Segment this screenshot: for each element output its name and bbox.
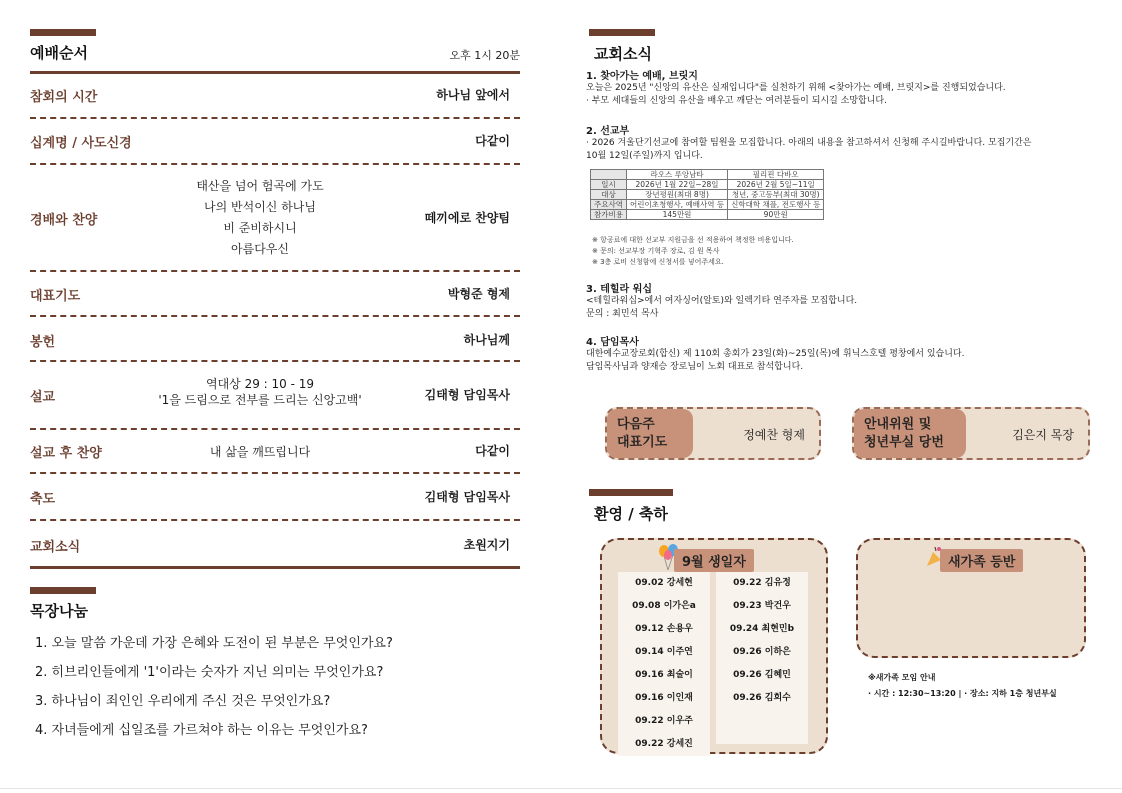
table-cell: 어린이초청행사, 예배사역 등	[626, 200, 727, 210]
next-prayer-card	[605, 407, 821, 460]
order-label: 설교 후 찬양	[30, 446, 102, 461]
scripture: 역대상 29 : 10 - 19	[205, 377, 315, 391]
order-label: 설교	[30, 390, 56, 405]
order-detail	[140, 176, 380, 260]
news-item	[586, 333, 1066, 374]
song-line: 비 준비하시니	[223, 221, 297, 235]
table-row	[591, 190, 824, 200]
news-line: 담임목사님과 양재승 장로님이 노회 대표로 참석합니다.	[586, 362, 804, 372]
dashed-divider	[30, 428, 520, 430]
card-person: 정예찬 형제	[743, 428, 805, 442]
section-accent-bar	[30, 29, 96, 36]
news-item	[586, 280, 1066, 321]
card-person: 김은지 목장	[1012, 428, 1074, 442]
birthday-item: 09.26 이하은	[733, 647, 791, 657]
question: 1. 오늘 말씀 가운데 가장 은혜와 도전이 된 부분은 무엇인가요?	[35, 636, 393, 651]
table-cell: 90만원	[728, 210, 824, 220]
order-label: 교회소식	[30, 540, 81, 555]
news-line: 오늘은 2025년 "신앙의 유산은 실재입니다"를 실천하기 위해 <찾아가는 예배, 브릿지>를 진행되었습니다.	[586, 83, 1006, 93]
note: ※ 3층 로비 신청함에 신청서를 넣어주세요.	[592, 258, 724, 266]
note: ※새가족 모임 안내	[868, 673, 936, 682]
dashed-divider	[30, 117, 520, 119]
table-cell	[591, 170, 627, 180]
birthday-item: 09.26 김혜민	[733, 670, 791, 680]
mission-notes	[592, 235, 794, 268]
news-line: · 2026 겨울단기선교에 참여할 팀원을 모집합니다. 아래의 내용을 참고하셔서 신청해 주시길바랍니다. 모집기간은	[586, 138, 1032, 148]
welcome-title: 환영 / 축하	[594, 505, 668, 523]
news-item	[586, 67, 1066, 108]
order-leader: 떼끼에로 찬양팀	[424, 211, 510, 225]
tag-line: 안내위원 및	[864, 417, 932, 432]
birthday-item: 09.16 이인재	[635, 693, 693, 703]
table-cell: 2026년 2월 5일~11일	[728, 180, 824, 190]
question: 4. 자녀들에게 십일조를 가르쳐야 하는 이유는 무엇인가요?	[35, 723, 368, 738]
news-heading: 2. 선교부	[586, 126, 630, 137]
dashed-divider	[30, 270, 520, 272]
news-heading: 1. 찾아가는 예배, 브릿지	[586, 71, 698, 82]
table-row	[591, 180, 824, 190]
news-heading: 4. 담임목사	[586, 337, 639, 348]
order-leader: 박형준 형제	[447, 287, 510, 301]
news-line: · 부모 세대들의 신앙의 유산을 배우고 깨닫는 여러분들이 되시길 소망합니다.	[586, 96, 887, 106]
mokjang-title: 목장나눔	[30, 602, 88, 620]
birthday-column	[716, 572, 808, 744]
birthday-item: 09.14 이주연	[635, 647, 693, 657]
song-line: 아름다우신	[231, 242, 289, 256]
table-cell: 145만원	[626, 210, 727, 220]
order-leader: 초원지기	[463, 538, 510, 552]
table-cell: 일시	[591, 180, 627, 190]
note: ※ 문의: 선교부장 기혁주 장로, 김 원 목사	[592, 247, 720, 255]
birthday-column	[618, 572, 710, 756]
table-row	[591, 210, 824, 220]
order-title: 예배순서	[30, 44, 88, 62]
table-cell: 2026년 1월 22일~28일	[626, 180, 727, 190]
order-label: 십계명 / 사도신경	[30, 136, 132, 151]
birthday-item: 09.22 김유정	[733, 578, 791, 588]
table-cell: 신학대학 채플, 전도행사 등	[728, 200, 824, 210]
order-label: 경배와 찬양	[30, 213, 98, 228]
section-accent-bar	[30, 587, 96, 594]
service-time: 오후 1시 20분	[449, 49, 520, 62]
order-leader: 하나님께	[463, 333, 510, 347]
divider	[30, 71, 520, 74]
order-detail: 내 삶을 깨뜨립니다	[209, 445, 311, 459]
divider	[30, 566, 520, 569]
news-line: 10월 12일(주일)까지 입니다.	[586, 151, 703, 161]
question: 3. 하나님이 죄인인 우리에게 주신 것은 무엇인가요?	[35, 694, 331, 709]
table-cell: 참가비용	[591, 210, 627, 220]
table-row	[591, 200, 824, 210]
birthday-item: 09.02 강세현	[635, 578, 693, 588]
tag-line: 다음주	[617, 417, 655, 432]
order-label: 참회의 시간	[30, 90, 98, 105]
dashed-divider	[30, 163, 520, 165]
birthday-item: 09.12 손용우	[635, 624, 693, 634]
song-line: 태산을 넘어 험곡에 가도	[196, 179, 324, 193]
usher-card	[852, 407, 1090, 460]
table-cell: 대상	[591, 190, 627, 200]
dashed-divider	[30, 315, 520, 317]
mission-table	[590, 169, 824, 220]
dashed-divider	[30, 519, 520, 521]
section-accent-bar	[589, 489, 673, 496]
tag-line: 청년부실 당번	[864, 435, 944, 450]
question: 2. 히브리인들에게 '1'이라는 숫자가 지닌 의미는 무엇인가요?	[35, 665, 384, 680]
table-cell: 주요사역	[591, 200, 627, 210]
card-tag	[854, 409, 966, 458]
page-edge	[0, 788, 1122, 789]
birthday-badge: 9월 생일자	[674, 549, 754, 572]
note: ※ 항공료에 대한 선교부 지원금을 선 적용하여 책정한 비용입니다.	[592, 236, 794, 244]
birthday-item: 09.22 강세진	[635, 739, 693, 749]
news-title: 교회소식	[594, 45, 652, 63]
table-header: 라오스 루앙남타	[626, 170, 727, 180]
news-line: 문의 : 최민석 목사	[586, 309, 659, 319]
birthday-item: 09.26 김희수	[733, 693, 791, 703]
news-line: <테힐라워십>에서 여자싱어(알토)와 일렉기타 연주자를 모집합니다.	[586, 296, 858, 306]
section-accent-bar	[589, 29, 655, 36]
note: · 시간 : 12:30~13:20 | · 장소: 지하 1층 청년부실	[868, 689, 1057, 698]
birthday-item: 09.24 최현민b	[729, 624, 795, 634]
order-label: 대표기도	[30, 289, 81, 304]
question-list	[35, 632, 393, 748]
order-detail	[140, 376, 380, 408]
birthday-item: 09.16 최술이	[635, 670, 693, 680]
table-cell: 장년평원(최대 8명)	[626, 190, 727, 200]
song-line: 나의 반석이신 하나님	[204, 200, 316, 214]
order-leader: 김태형 담임목사	[424, 388, 510, 402]
card-tag	[607, 409, 693, 458]
table-cell: 청년, 중고등부(최대 30명)	[728, 190, 824, 200]
order-leader: 다같이	[475, 134, 510, 148]
news-line: 대한예수교장로회(합신) 제 110회 총회가 23일(화)~25일(목)에 휘닉스호텔 평창에서 있습니다.	[586, 349, 965, 359]
birthday-item: 09.22 이우주	[635, 716, 693, 726]
table-header: 필리핀 다바오	[728, 170, 824, 180]
news-item	[586, 122, 1066, 163]
birthday-item: 09.08 이가은a	[632, 601, 696, 611]
order-label: 봉헌	[30, 335, 56, 350]
dashed-divider	[30, 472, 520, 474]
order-leader: 하나님 앞에서	[436, 88, 510, 102]
order-label: 축도	[30, 492, 56, 507]
dashed-divider	[30, 360, 520, 362]
new-family-badge: 새가족 등반	[940, 549, 1023, 572]
new-family-notes	[868, 670, 1057, 702]
news-heading: 3. 테힐라 워십	[586, 284, 653, 295]
order-leader: 김태형 담임목사	[424, 490, 510, 504]
tag-line: 대표기도	[617, 435, 668, 450]
order-leader: 다같이	[475, 444, 510, 458]
sermon-title: '1을 드림으로 전부를 드리는 신앙고백'	[158, 393, 362, 407]
table-row	[591, 170, 824, 180]
birthday-item: 09.23 박건우	[733, 601, 791, 611]
